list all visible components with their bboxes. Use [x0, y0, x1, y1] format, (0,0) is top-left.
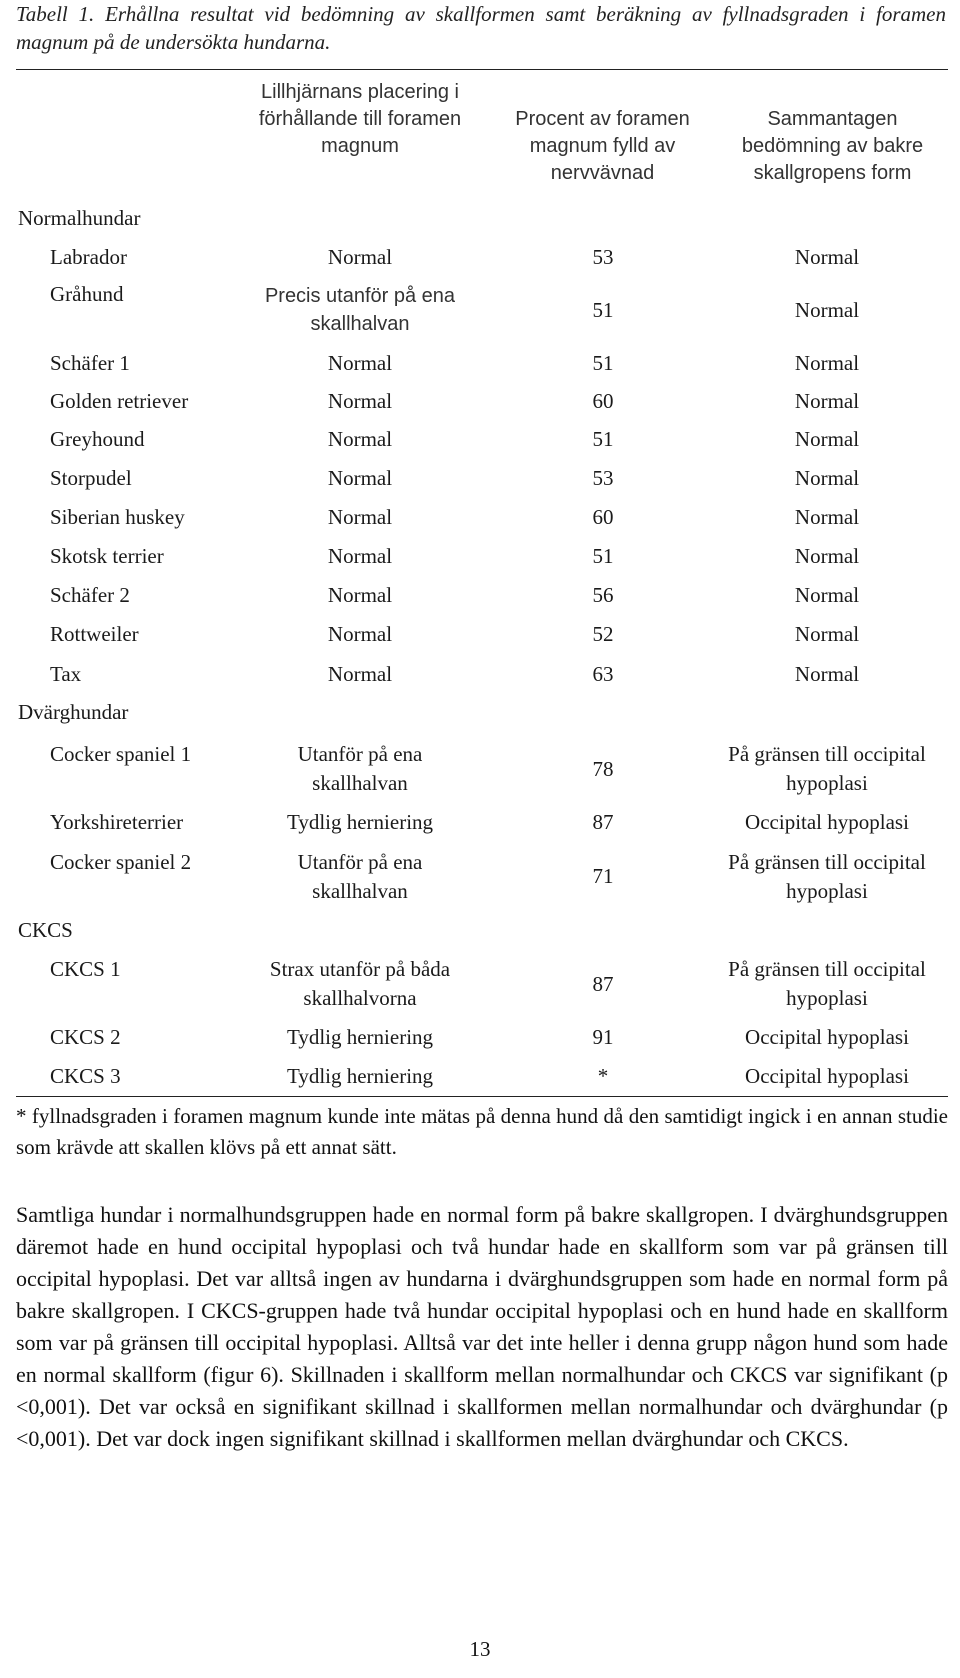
group-label-normal: Normalhundar — [18, 206, 141, 230]
dog-name: Greyhound — [50, 427, 145, 451]
percent-cell: 53 — [592, 245, 614, 269]
percent-cell: 56 — [592, 583, 614, 607]
dog-name: CKCS 1 — [50, 957, 121, 981]
assessment-cell: Normal — [794, 505, 860, 529]
percent-cell: * — [597, 1064, 609, 1088]
assessment-cell: Normal — [794, 245, 860, 269]
percent-cell: 71 — [592, 864, 614, 888]
assessment-cell: På gränsen till occipital hypoplasi — [728, 850, 926, 903]
placement-cell: Normal — [327, 505, 393, 529]
percent-cell: 63 — [592, 662, 614, 686]
dog-name: Golden retriever — [50, 389, 189, 413]
percent-cell: 51 — [592, 351, 614, 375]
assessment-cell: Normal — [794, 427, 860, 451]
assessment-cell: Normal — [794, 662, 860, 686]
placement-cell: Normal — [327, 662, 393, 686]
group-label-dwarf: Dvärghundar — [18, 700, 129, 724]
header-percent: Procent av foramen magnum fylld av nervvävnad — [515, 108, 690, 184]
assessment-cell: Normal — [794, 544, 860, 568]
assessment-cell: På gränsen till occipital hypoplasi — [728, 957, 926, 1010]
header-assessment: Sammantagen bedömning av bakre skallgropens form — [741, 108, 924, 184]
table-bottom-rule — [16, 1096, 948, 1097]
assessment-cell: På gränsen till occipital hypoplasi — [728, 742, 926, 795]
placement-cell: Utanför på ena skallhalvan — [297, 742, 423, 795]
dog-name: CKCS 2 — [50, 1025, 121, 1049]
percent-cell: 87 — [592, 810, 614, 834]
assessment-cell: Occipital hypoplasi — [745, 810, 909, 834]
placement-cell: Normal — [327, 427, 393, 451]
percent-cell: 60 — [592, 505, 614, 529]
percent-cell: 87 — [592, 972, 614, 996]
percent-cell: 51 — [592, 298, 614, 322]
group-label-ckcs: CKCS — [18, 918, 73, 942]
percent-cell: 53 — [592, 466, 614, 490]
placement-cell: Normal — [327, 544, 393, 568]
dog-name: Schäfer 1 — [50, 351, 130, 375]
percent-cell: 91 — [592, 1025, 614, 1049]
page-number: 13 — [469, 1637, 491, 1661]
placement-cell: Utanför på ena skallhalvan — [297, 850, 423, 903]
assessment-cell: Normal — [794, 466, 860, 490]
placement-cell: Normal — [327, 389, 393, 413]
dog-name: Skotsk terrier — [50, 544, 164, 568]
placement-cell: Tydlig herniering — [286, 1064, 434, 1088]
dog-name: Schäfer 2 — [50, 583, 130, 607]
dog-name: Yorkshireterrier — [50, 810, 184, 834]
placement-cell: Normal — [327, 466, 393, 490]
percent-cell: 52 — [592, 622, 614, 646]
placement-cell: Strax utanför på båda skallhalvorna — [269, 957, 451, 1010]
percent-cell: 51 — [592, 427, 614, 451]
body-paragraph: Samtliga hundar i normalhundsgruppen hade en normal form på bakre skallgropen. I dvärghundsgruppen däremot hade en hund occipital hypoplasi och två hundar hade en skallform som var på gränsen till occipital hypoplasi. Det var alltså ingen av hundarna i dvärghundsgruppen som hade en normal form på bakre skallgropen. I CKCS-gruppen hade två hundar occipital hypoplasi och en hund hade en skallform som var på gränsen till occipital hypoplasi. Alltså var det inte heller i denna grupp någon hund som hade en normal skallform (figur 6). Skillnaden i skallform mellan normalhundar och CKCS var signifikant (p <0,001). Det var också en signifikant skillnad i skallformen mellan normalhundar och dvärghundar (p <0,001). Det var dock ingen signifikant skillnad i skallformen mellan dvärghundar och CKCS. — [16, 1202, 948, 1451]
dog-name: Storpudel — [50, 466, 132, 490]
dog-name: Labrador — [50, 245, 127, 269]
assessment-cell: Occipital hypoplasi — [745, 1025, 909, 1049]
dog-name: Cocker spaniel 1 — [50, 742, 192, 766]
assessment-cell: Normal — [794, 389, 860, 413]
percent-cell: 60 — [592, 389, 614, 413]
header-placement: Lillhjärnans placering i förhållande till foramen magnum — [258, 81, 462, 157]
assessment-cell: Normal — [794, 351, 860, 375]
percent-cell: 78 — [592, 757, 614, 781]
dog-name: Cocker spaniel 2 — [50, 850, 192, 874]
dog-name: CKCS 3 — [50, 1064, 121, 1088]
dog-name: Tax — [50, 662, 82, 686]
dog-name: Gråhund — [50, 282, 124, 306]
table-top-rule — [16, 69, 948, 70]
placement-cell: Tydlig herniering — [286, 810, 434, 834]
placement-cell: Precis utanför på ena skallhalvan — [264, 285, 456, 335]
assessment-cell: Normal — [794, 583, 860, 607]
placement-cell: Normal — [327, 351, 393, 375]
table-footnote: * fyllnadsgraden i foramen magnum kunde inte mätas på denna hund då den samtidigt ingick i en annan studie som krävde att skallen klövs på ett annat sätt. — [16, 1104, 948, 1159]
placement-cell: Normal — [327, 583, 393, 607]
assessment-cell: Normal — [794, 298, 860, 322]
placement-cell: Normal — [327, 622, 393, 646]
dog-name: Rottweiler — [50, 622, 139, 646]
placement-cell: Normal — [327, 245, 393, 269]
assessment-cell: Normal — [794, 622, 860, 646]
placement-cell: Tydlig herniering — [286, 1025, 434, 1049]
percent-cell: 51 — [592, 544, 614, 568]
assessment-cell: Occipital hypoplasi — [745, 1064, 909, 1088]
table-caption: Tabell 1. Erhållna resultat vid bedömning av skallformen samt beräkning av fyllnadsgraden i foramen magnum på de undersökta hundarna. — [16, 2, 946, 54]
dog-name: Siberian huskey — [50, 505, 185, 529]
